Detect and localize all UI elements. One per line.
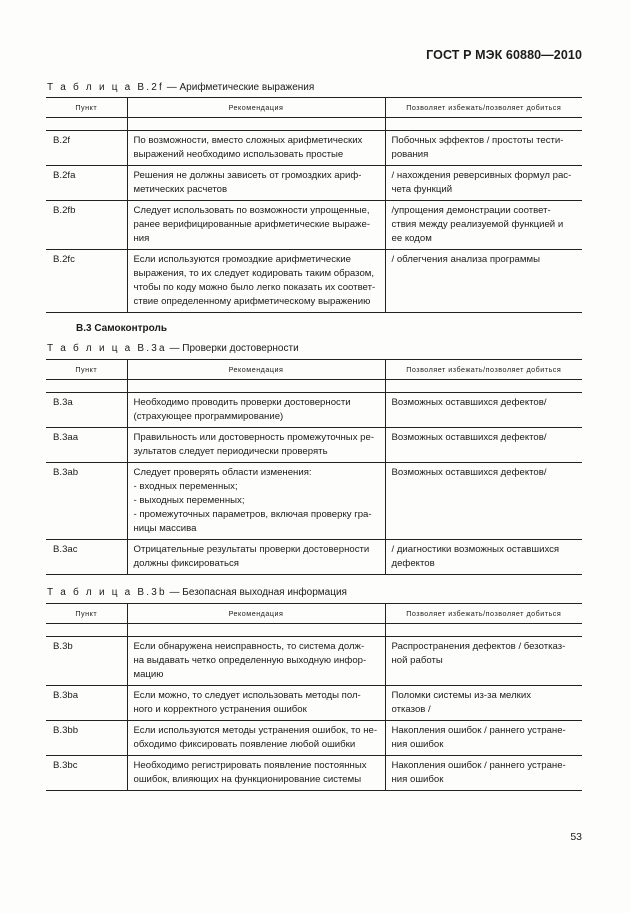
table-row — [46, 131, 582, 166]
cell-text-line: Побочных эффектов / простоты тести- — [391, 135, 564, 146]
cell-text-line: ранее верифицированные арифметические выраже- — [133, 219, 371, 230]
spacer-cell — [46, 380, 127, 393]
cell-text-line: ствие определенному арифметическому выражению — [133, 296, 371, 307]
spacer-cell — [385, 118, 582, 131]
table-title: — Проверки достоверности — [166, 343, 299, 354]
recommendation-cell — [127, 428, 385, 463]
cell-text-line: - промежуточных параметров, включая проверку гра- — [133, 509, 372, 520]
cell-text-line: Отрицательные результаты проверки достоверности — [133, 544, 370, 555]
table-spacer-row — [46, 380, 582, 393]
spacer-cell — [127, 624, 385, 637]
column-header-allows: Позволяет избежать/позволяет добиться — [385, 604, 582, 624]
cell-text-line: ее кодом — [391, 233, 432, 244]
recommendation-cell — [127, 250, 385, 313]
cell-text-line: Необходимо регистрировать появление постоянных — [133, 760, 367, 771]
recommendation-cell — [127, 201, 385, 250]
table-body — [46, 624, 582, 791]
table-caption-b3b — [47, 587, 347, 598]
cell-text-line: Возможных оставшихся дефектов/ — [391, 432, 547, 443]
page-number: 53 — [570, 831, 582, 843]
recommendation-cell — [127, 131, 385, 166]
column-header-allows: Позволяет избежать/позволяет добиться — [385, 98, 582, 118]
spacer-cell — [127, 118, 385, 131]
allows-cell — [385, 393, 582, 428]
recommendation-cell — [127, 637, 385, 686]
spacer-cell — [46, 624, 127, 637]
recommendation-cell — [127, 166, 385, 201]
cell-text-line: Правильность или достоверность промежуточных ре- — [133, 432, 375, 443]
table-title: — Арифметические выражения — [163, 82, 315, 93]
cell-text-line: Если используются методы устранения ошибок, то не- — [133, 725, 378, 736]
column-header-recommendation: Рекомендация — [127, 360, 385, 380]
cell-text-line: Необходимо проводить проверки достоверности — [133, 397, 351, 408]
table-spacer-row — [46, 624, 582, 637]
spacer-cell — [385, 380, 582, 393]
allows-cell — [385, 756, 582, 791]
table-b3b — [46, 603, 582, 791]
cell-text-line: зультатов следует периодически проверять — [133, 446, 328, 457]
column-header-recommendation: Рекомендация — [127, 98, 385, 118]
cell-text-line: ствия между реализуемой функцией и — [391, 219, 564, 230]
recommendation-cell — [127, 756, 385, 791]
cell-text-line: обходимо фиксировать появление любой ошибки — [133, 739, 356, 750]
cell-text-line: Если обнаружена неисправность, то система долж- — [133, 641, 365, 652]
table-caption-b2f — [47, 82, 314, 93]
cell-text-line: / диагностики возможных оставшихся — [391, 544, 560, 555]
table-header-row — [46, 98, 582, 118]
recommendation-cell — [127, 540, 385, 575]
cell-text-line: дефектов — [391, 558, 435, 569]
item-cell: B.3ac — [46, 540, 127, 575]
cell-text-line: ного и корректного устранения ошибок — [133, 704, 307, 715]
column-header-recommendation: Рекомендация — [127, 604, 385, 624]
allows-cell — [385, 131, 582, 166]
item-cell: B.3bb — [46, 721, 127, 756]
cell-text-line: Если можно, то следует использовать методы пол- — [133, 690, 361, 701]
cell-text-line: / облегчения анализа программы — [391, 254, 540, 265]
cell-text-line: Следует проверять области изменения: — [133, 467, 312, 478]
cell-text-line: должны фиксироваться — [133, 558, 239, 569]
spacer-cell — [385, 624, 582, 637]
cell-text-line: - выходных переменных; — [133, 495, 245, 506]
item-cell: B.3ba — [46, 686, 127, 721]
item-cell: B.2f — [46, 131, 127, 166]
cell-text-line: ной работы — [391, 655, 443, 666]
table-row — [46, 721, 582, 756]
table-row — [46, 250, 582, 313]
allows-cell — [385, 250, 582, 313]
allows-cell — [385, 686, 582, 721]
cell-text-line: ницы массива — [133, 523, 197, 534]
recommendation-cell — [127, 463, 385, 540]
cell-text-line: отказов / — [391, 704, 431, 715]
cell-text-line: По возможности, вместо сложных арифметических — [133, 135, 363, 146]
recommendation-cell — [127, 721, 385, 756]
allows-cell — [385, 463, 582, 540]
table-label: Т а б л и ц а В.3b — [47, 587, 167, 598]
spacer-cell — [127, 380, 385, 393]
cell-text-line: ния — [133, 233, 150, 244]
cell-text-line: Накопления ошибок / раннего устране- — [391, 760, 566, 771]
item-cell: B.2fa — [46, 166, 127, 201]
item-cell: B.3ab — [46, 463, 127, 540]
table-body — [46, 380, 582, 575]
cell-text-line: выражения, то их следует кодировать таким образом, — [133, 268, 375, 279]
table-row — [46, 166, 582, 201]
table-label: Т а б л и ц а В.3а — [47, 343, 167, 354]
cell-text-line: выражений необходимо использовать простые — [133, 149, 344, 160]
cell-text-line: Решения не должны зависеть от громоздких ариф- — [133, 170, 362, 181]
cell-text-line: метических расчетов — [133, 184, 228, 195]
item-cell: B.2fb — [46, 201, 127, 250]
cell-text-line: Возможных оставшихся дефектов/ — [391, 467, 547, 478]
table-b2f — [46, 97, 582, 313]
table-row — [46, 540, 582, 575]
cell-text-line: Поломки системы из-за мелких — [391, 690, 532, 701]
column-header-allows: Позволяет избежать/позволяет добиться — [385, 360, 582, 380]
recommendation-cell — [127, 393, 385, 428]
table-body — [46, 118, 582, 313]
cell-text-line: Следует использовать по возможности упрощенные, — [133, 205, 370, 216]
table-label: Т а б л и ц а В.2f — [47, 82, 164, 93]
table-row — [46, 756, 582, 791]
cell-text-line: мацию — [133, 669, 164, 680]
cell-text-line: / нахождения реверсивных формул рас- — [391, 170, 572, 181]
column-header-item: Пункт — [46, 360, 127, 380]
allows-cell — [385, 721, 582, 756]
cell-text-line: (страхующее программирование) — [133, 411, 284, 422]
cell-text-line: чета функций — [391, 184, 453, 195]
table-header-row — [46, 360, 582, 380]
table-row — [46, 393, 582, 428]
cell-text-line: ния ошибок — [391, 774, 444, 785]
column-header-item: Пункт — [46, 98, 127, 118]
item-cell: B.2fc — [46, 250, 127, 313]
cell-text-line: Возможных оставшихся дефектов/ — [391, 397, 547, 408]
cell-text-line: Распространения дефектов / безотказ- — [391, 641, 566, 652]
item-cell: B.3aa — [46, 428, 127, 463]
table-header-row — [46, 604, 582, 624]
table-title: — Безопасная выходная информация — [166, 587, 347, 598]
spacer-cell — [46, 118, 127, 131]
allows-cell — [385, 201, 582, 250]
allows-cell — [385, 166, 582, 201]
cell-text-line: Накопления ошибок / раннего устране- — [391, 725, 566, 736]
table-caption-b3a — [47, 343, 299, 354]
column-header-item: Пункт — [46, 604, 127, 624]
table-row — [46, 686, 582, 721]
cell-text-line: ошибок, влияющих на функционирование системы — [133, 774, 362, 785]
table-row — [46, 201, 582, 250]
table-b3a — [46, 359, 582, 575]
table-row — [46, 428, 582, 463]
table-row — [46, 637, 582, 686]
table-spacer-row — [46, 118, 582, 131]
allows-cell — [385, 428, 582, 463]
cell-text-line: чтобы по коду можно было легко показать их соответ- — [133, 282, 376, 293]
cell-text-line: /упрощения демонстрации соответ- — [391, 205, 551, 216]
cell-text-line: рования — [391, 149, 429, 160]
section-title-b3: В.3 Самоконтроль — [76, 323, 168, 334]
cell-text-line: ния ошибок — [391, 739, 444, 750]
allows-cell — [385, 540, 582, 575]
cell-text-line: Если используются громоздкие арифметические — [133, 254, 351, 265]
document-header: ГОСТ Р МЭК 60880—2010 — [426, 48, 582, 62]
item-cell: B.3b — [46, 637, 127, 686]
cell-text-line: на выдавать четко определенную выходную инфор- — [133, 655, 367, 666]
cell-text-line: - входных переменных; — [133, 481, 238, 492]
recommendation-cell — [127, 686, 385, 721]
item-cell: B.3a — [46, 393, 127, 428]
table-row — [46, 463, 582, 540]
item-cell: B.3bc — [46, 756, 127, 791]
allows-cell — [385, 637, 582, 686]
